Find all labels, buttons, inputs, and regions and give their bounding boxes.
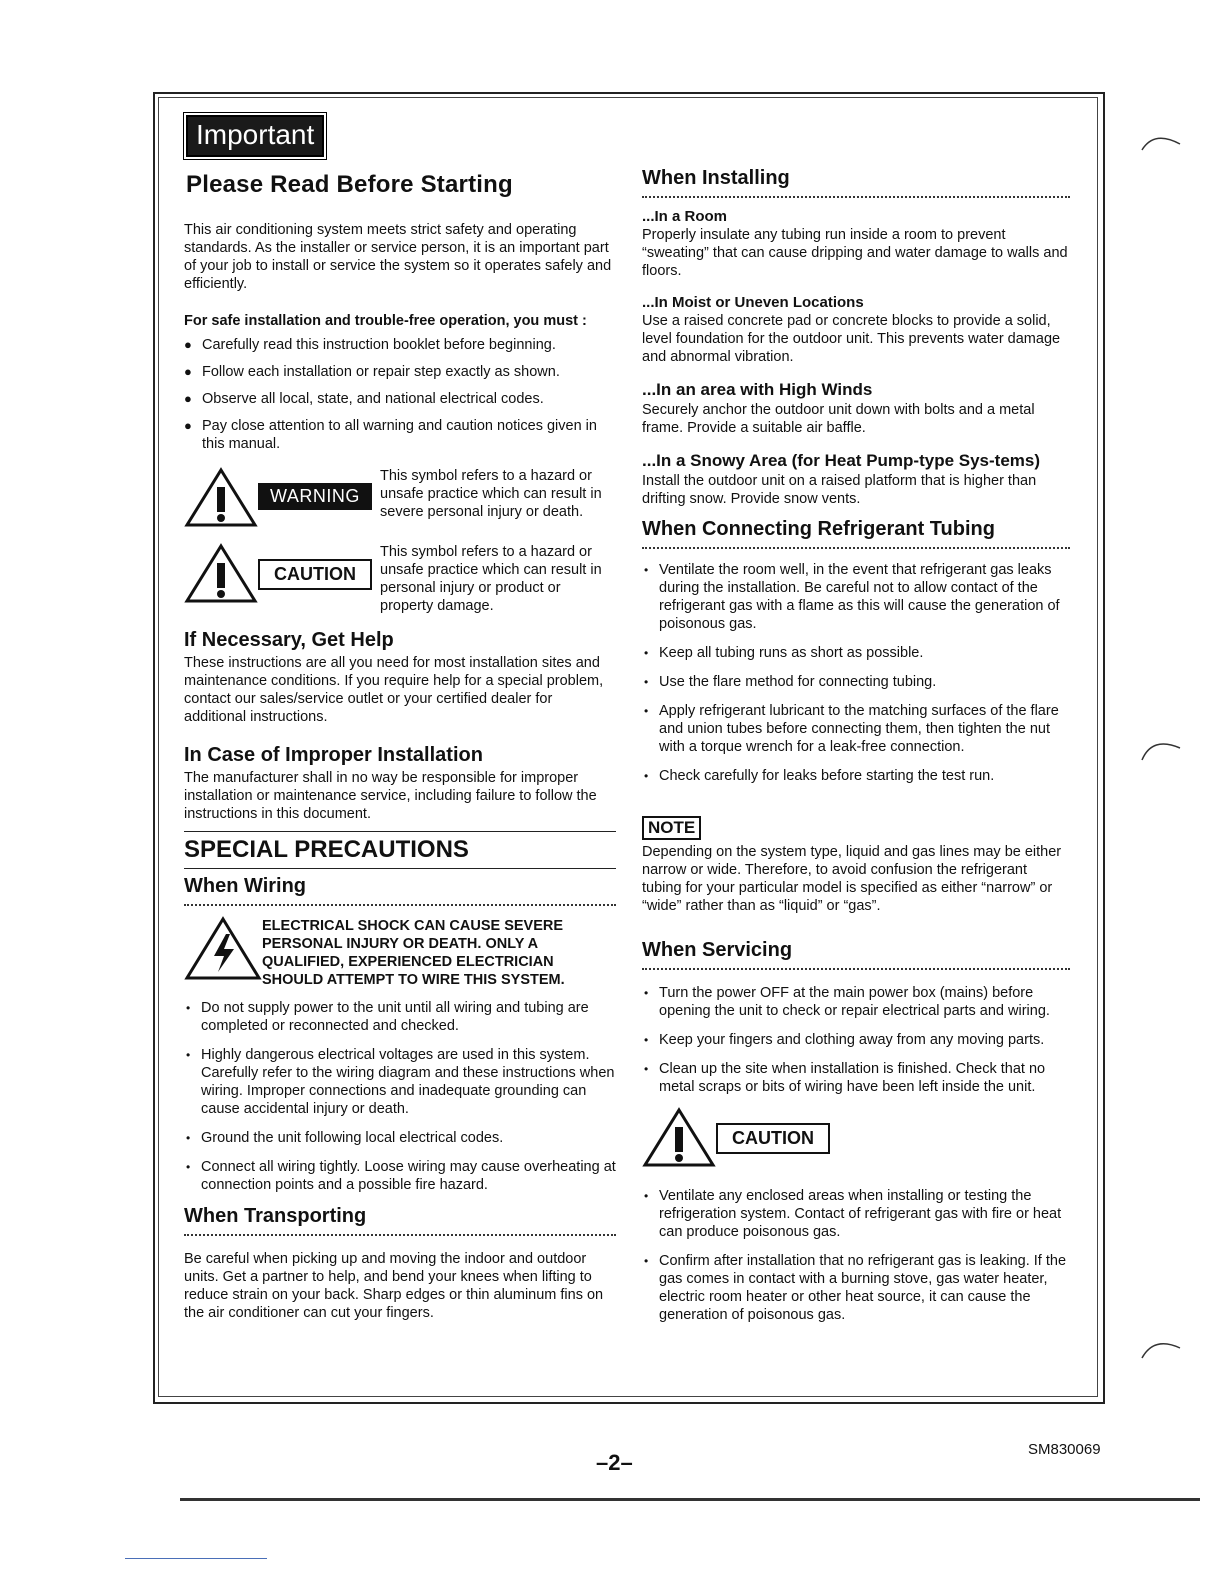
winds-text: Securely anchor the outdoor unit down with bolts and a metal frame. Provide a suitable air baffle. bbox=[642, 402, 1035, 436]
list-item: • Confirm after installation that no refrigerant gas is leaking. If the gas comes in contact with a burning stove, gas water heater, electric room heater or other heat source, it can cause the generation of poisonous gas. bbox=[642, 1252, 1070, 1324]
caution-label: CAUTION bbox=[716, 1123, 830, 1154]
list-item: • Keep your fingers and clothing away from any moving parts. bbox=[642, 1031, 1070, 1049]
warning-symbol-row bbox=[184, 467, 616, 529]
right-column bbox=[642, 167, 1070, 1335]
installing-heading: When Installing bbox=[642, 167, 1070, 198]
list-item: • Ventilate any enclosed areas when installing or testing the refrigeration system. Contact of refrigerant gas with fire or heat can produce poisonous gas. bbox=[642, 1187, 1070, 1241]
electrical-warning bbox=[184, 916, 616, 989]
list-item: • Connect all wiring tightly. Loose wiring may cause overheating at connection points and a possible fire hazard. bbox=[184, 1158, 616, 1194]
caution-symbol-row bbox=[184, 543, 616, 615]
list-item: ● Observe all local, state, and national electrical codes. bbox=[184, 390, 616, 408]
list-item: • Highly dangerous electrical voltages are used in this system. Carefully refer to the wiring diagram and these instructions when wiring. Improper connections and inadequate grounding can cause accidental injury or death. bbox=[184, 1046, 616, 1118]
snow-text: Install the outdoor unit on a raised platform that is higher than drifting snow. Provide snow vents. bbox=[642, 473, 1037, 507]
wiring-list bbox=[184, 999, 616, 1194]
moist-text: Use a raised concrete pad or concrete blocks to provide a solid, level foundation for the outdoor unit. This prevents water damage and abnormal vibration. bbox=[642, 313, 1061, 365]
margin-mark-icon bbox=[1140, 734, 1184, 764]
moist-heading: ...In Moist or Uneven Locations bbox=[642, 294, 864, 311]
help-text: These instructions are all you need for most installation sites and maintenance conditions. If you require help for a special problem, contact our sales/service outlet or your certified dealer for additional instructions. bbox=[184, 655, 604, 725]
caution-triangle-icon bbox=[184, 543, 258, 605]
list-item: • Apply refrigerant lubricant to the matching surfaces of the flare and union tubes before connecting them, then tighten the nut with a torque wrench for a leak-free connection. bbox=[642, 702, 1070, 756]
footer-blue-line bbox=[125, 1558, 267, 1559]
important-badge: Important bbox=[186, 115, 324, 157]
room-heading: ...In a Room bbox=[642, 208, 728, 225]
winds-heading: ...In an area with High Winds bbox=[642, 380, 873, 399]
list-item: • Ground the unit following local electrical codes. bbox=[184, 1129, 616, 1147]
transporting-text: Be careful when picking up and moving the indoor and outdoor units. Get a partner to help, and bend your knees when lifting to reduce strain on your back. Sharp edges or thin aluminum fins on the air conditioner can cut your fingers. bbox=[184, 1251, 604, 1321]
musts-list bbox=[184, 336, 616, 453]
warning-triangle-icon bbox=[184, 467, 258, 529]
tubing-heading: When Connecting Refrigerant Tubing bbox=[642, 518, 1070, 549]
improper-heading: In Case of Improper Installation bbox=[184, 744, 483, 766]
warning-label: WARNING bbox=[258, 483, 372, 510]
page-title: Please Read Before Starting bbox=[186, 171, 513, 198]
note-text: Depending on the system type, liquid and gas lines may be either narrow or wide. Therefore, to avoid confusion the refrigerant tubing for your particular model is specified as either “narrow” or “wide” rather than as “liquid” or “gas”. bbox=[642, 844, 1062, 914]
margin-mark-icon bbox=[1140, 128, 1184, 158]
caution-label: CAUTION bbox=[258, 559, 372, 590]
servicing-list bbox=[642, 984, 1070, 1096]
page-number: –2– bbox=[596, 1450, 633, 1475]
transporting-heading: When Transporting bbox=[184, 1205, 616, 1236]
list-item: • Ventilate the room well, in the event that refrigerant gas leaks during the installation. Be careful not to allow contact of the refrigerant gas with a flame as this will cause the generation of poisonous gas. bbox=[642, 561, 1070, 633]
note-label: NOTE bbox=[642, 816, 701, 840]
list-item: • Do not supply power to the unit until all wiring and tubing are completed or reconnected and checked. bbox=[184, 999, 616, 1035]
warning-symbol bbox=[184, 467, 380, 529]
list-item: • Keep all tubing runs as short as possible. bbox=[642, 644, 1070, 662]
list-item: ● Carefully read this instruction booklet before beginning. bbox=[184, 336, 616, 354]
list-item: ● Pay close attention to all warning and caution notices given in this manual. bbox=[184, 417, 616, 453]
caution-list bbox=[642, 1187, 1070, 1324]
electrical-hazard-icon bbox=[184, 916, 262, 982]
special-precautions-heading: SPECIAL PRECAUTIONS bbox=[184, 836, 469, 863]
snow-heading: ...In a Snowy Area (for Heat Pump-type Sys-tems) bbox=[642, 451, 1041, 470]
footer-rule bbox=[180, 1498, 1200, 1501]
document-code: SM830069 bbox=[1028, 1441, 1101, 1458]
list-item: • Check carefully for leaks before starting the test run. bbox=[642, 767, 1070, 785]
intro-paragraph: This air conditioning system meets strict safety and operating standards. As the installer or service person, it is an important part of your job to install or service the system so it operates safely and efficiently. bbox=[184, 222, 612, 292]
musts-lead: For safe installation and trouble-free operation, you must : bbox=[184, 313, 587, 329]
list-item: • Clean up the site when installation is finished. Check that no metal scraps or bits of wiring have been left inside the unit. bbox=[642, 1060, 1070, 1096]
wiring-heading: When Wiring bbox=[184, 875, 616, 906]
room-text: Properly insulate any tubing run inside a room to prevent “sweating” that can cause dripping and water damage to walls and floors. bbox=[642, 227, 1068, 279]
servicing-caution-symbol bbox=[642, 1107, 838, 1173]
help-heading: If Necessary, Get Help bbox=[184, 629, 394, 651]
caution-symbol bbox=[184, 543, 380, 605]
warning-text: This symbol refers to a hazard or unsafe practice which can result in severe personal injury or death. bbox=[380, 468, 602, 520]
list-item: • Turn the power OFF at the main power box (mains) before opening the unit to check or repair electrical parts and wiring. bbox=[642, 984, 1070, 1020]
list-item: ● Follow each installation or repair step exactly as shown. bbox=[184, 363, 616, 381]
divider bbox=[184, 868, 616, 869]
electrical-warning-text: ELECTRICAL SHOCK CAN CAUSE SEVERE PERSONAL INJURY OR DEATH. ONLY A QUALIFIED, EXPERIENCED ELECTRICIAN SHOULD ATTEMPT TO WIRE THIS SYSTEM. bbox=[262, 918, 565, 988]
list-item: • Use the flare method for connecting tubing. bbox=[642, 673, 1070, 691]
left-column bbox=[184, 115, 616, 1322]
servicing-heading: When Servicing bbox=[642, 939, 1070, 970]
improper-text: The manufacturer shall in no way be responsible for improper installation or maintenance service, including failure to follow the instructions in this document. bbox=[184, 770, 597, 822]
margin-mark-icon bbox=[1140, 1334, 1184, 1364]
tubing-list bbox=[642, 561, 1070, 785]
caution-text: This symbol refers to a hazard or unsafe practice which can result in personal injury or product or property damage. bbox=[380, 544, 602, 614]
caution-triangle-icon bbox=[642, 1107, 716, 1169]
